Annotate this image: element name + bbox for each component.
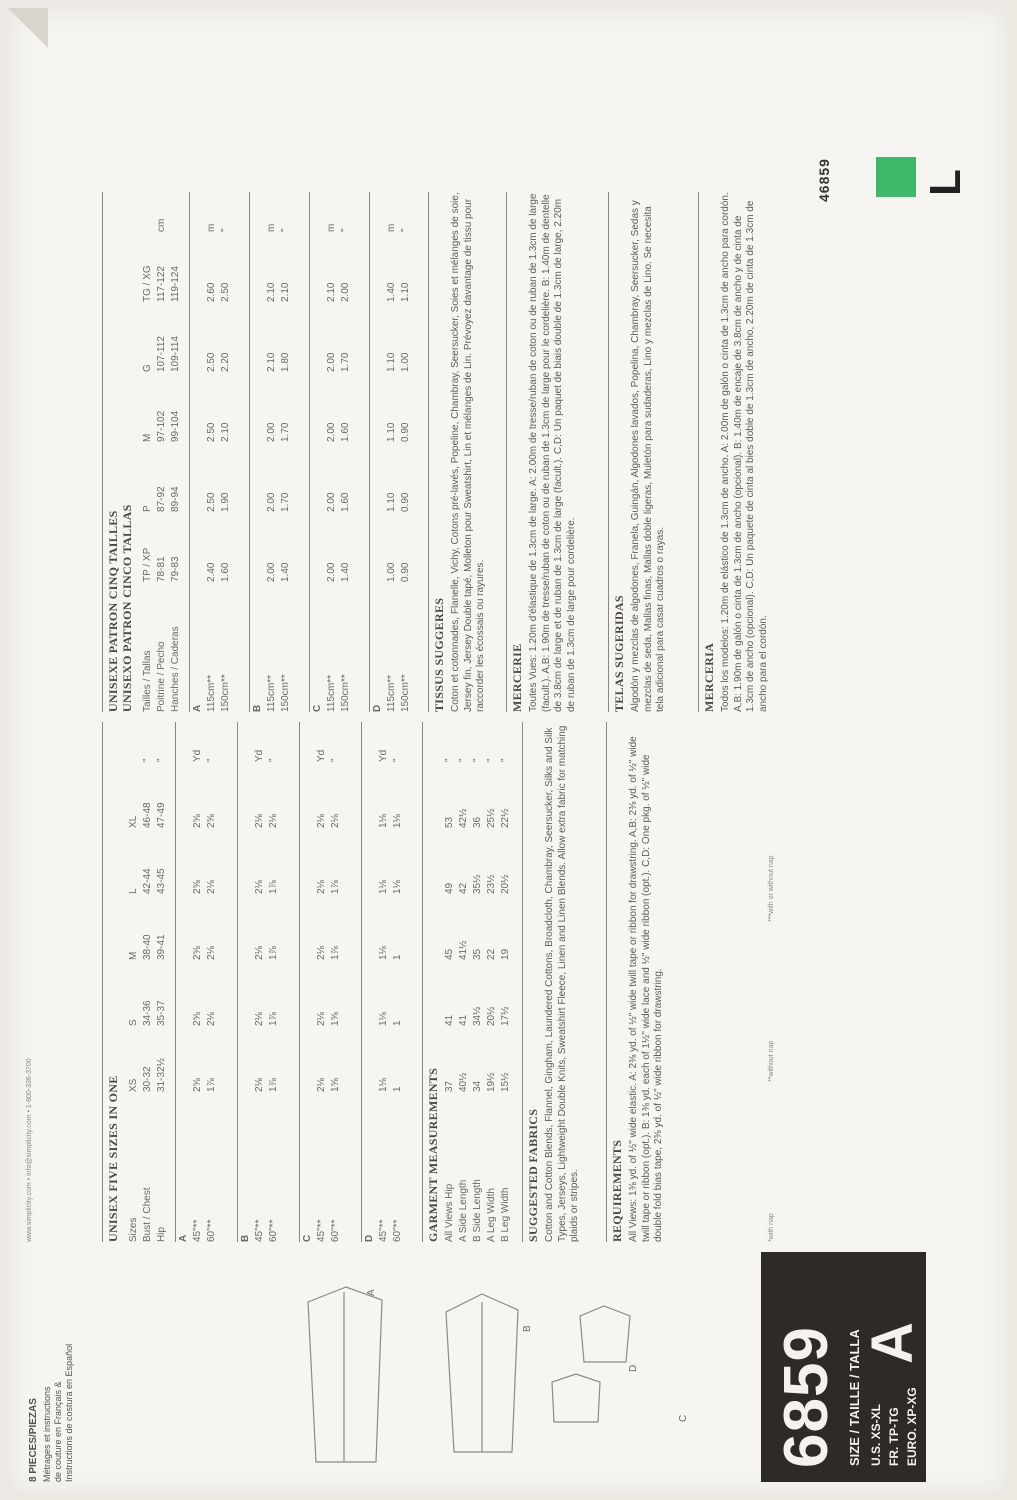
suggested-fabrics-title: SUGGESTED FABRICS: [526, 1108, 540, 1242]
row-value: 1⅞: [206, 1078, 217, 1092]
row-value: 0.90: [400, 562, 411, 582]
row-label: All Views Hip: [444, 1183, 455, 1242]
barcode-number: 46859: [816, 158, 832, 202]
suggested-fabrics-text: Cotton and Cotton Blends, Flannel, Gingham, Laundered Cottons, Broadcloth, Chambray, Seersucker, Silks and Silk Types, Jerseys, Lightweight Double Knits, Sweatshirt Fleece, Linen and Linen Blends. Allow extra fabric for matching plaids or stripes.: [544, 725, 580, 1242]
contact-line: www.simplicity.com • info@simplicity.com • 1-800-336-3700: [26, 1058, 33, 1242]
pieces-line-2: de couture en Français &: [53, 1381, 63, 1482]
yardage-row: [378, 742, 389, 1242]
row-value: XL: [128, 815, 139, 828]
yardage-row: [206, 742, 217, 1242]
row-unit: Yd: [316, 749, 327, 762]
row-value: 34: [472, 1080, 483, 1092]
row-unit: ": [268, 758, 279, 762]
row-value: G: [142, 364, 153, 372]
garment-measurement-row: [458, 742, 469, 1242]
row-value: 1⅛: [378, 946, 389, 960]
row-value: 2⅛: [206, 946, 217, 960]
row-value: 1⅛: [378, 1012, 389, 1026]
size-range-fr: FR. TP-TG: [887, 1407, 901, 1466]
row-value: 2⅛: [316, 1012, 327, 1026]
row-value: 2.00: [340, 282, 351, 302]
right-table-title-es: UNISEXO PATRON CINCO TALLAS: [120, 504, 134, 712]
row-unit: ": [400, 228, 411, 232]
metrage-row: [266, 212, 277, 712]
metrage-row: [220, 212, 231, 712]
row-value: 19: [500, 948, 511, 960]
row-value: 37: [444, 1080, 455, 1092]
row-value: 78-81: [156, 556, 167, 582]
tissus-suggeres-title: TISSUS SUGGERES: [432, 597, 446, 712]
row-value: 39-41: [156, 934, 167, 960]
row-label: 60"**: [330, 1219, 341, 1242]
english-column: [16, 722, 1016, 1242]
view-heading-b: B: [240, 1234, 251, 1242]
row-label: 150cm**: [280, 674, 291, 712]
row-value: 34½: [472, 1006, 483, 1026]
row-value: M: [128, 951, 139, 960]
row-label: 150cm**: [340, 674, 351, 712]
row-value: 2⅛: [254, 946, 265, 960]
left-table-title: UNISEX FIVE SIZES IN ONE: [106, 1075, 120, 1242]
row-value: XS: [128, 1078, 139, 1092]
row-value: S: [128, 1019, 139, 1026]
row-unit: ": [472, 758, 483, 762]
row-value: 20½: [500, 874, 511, 894]
row-value: 79-83: [170, 556, 181, 582]
row-value: 2.60: [206, 282, 217, 302]
row-value: 43-45: [156, 868, 167, 894]
row-label: 45"**: [192, 1219, 203, 1242]
row-value: 2.50: [206, 422, 217, 442]
row-value: 2.50: [220, 282, 231, 302]
row-value: 1⅞: [330, 946, 341, 960]
size-range-us: U.S. XS-XL: [869, 1403, 883, 1466]
row-label: B Side Length: [472, 1179, 483, 1242]
garment-measurement-row: [472, 742, 483, 1242]
pieces-heading: 8 PIECES/PIEZAS: [28, 1398, 39, 1482]
footnote: ***with or without nap: [768, 855, 775, 922]
row-unit: ": [280, 228, 291, 232]
size-label: SIZE / TAILLE / TALLA: [847, 1329, 862, 1466]
yardage-row: [192, 742, 203, 1242]
row-value: 1: [392, 1086, 403, 1092]
row-value: 1⅛: [392, 880, 403, 894]
row-unit: Yd: [378, 749, 389, 762]
row-label: A Side Length: [458, 1179, 469, 1242]
row-value: 2⅛: [254, 1078, 265, 1092]
right-table-title-fr: UNISEXE PATRON CINQ TAILLES: [106, 510, 120, 712]
row-value: 2.00: [266, 492, 277, 512]
view-label-d: D: [628, 1364, 639, 1372]
row-value: 109-114: [170, 336, 181, 372]
yardage-row: [392, 742, 403, 1242]
size-header-row: [156, 212, 167, 712]
yardage-row: [268, 742, 279, 1242]
row-value: 2⅛: [254, 1012, 265, 1026]
row-unit: m: [266, 223, 277, 232]
metrage-row: [400, 212, 411, 712]
row-value: 22½: [500, 808, 511, 828]
row-value: 2.40: [206, 562, 217, 582]
row-label: Hip: [156, 1226, 167, 1242]
row-unit: cm: [156, 218, 167, 232]
row-label: 115cm**: [386, 674, 397, 712]
row-unit: ": [444, 758, 455, 762]
merceria-text: Todos los modelos: 1.20m de elástico de 1.3cm de ancho. A: 2.00m de galón o cinta de 1.3cm de ancho para cordón. A,B: 1.90m de galón o cinta de 1.3cm de ancho (opcional). B: 1.40m de encaje de 3.8cm de ancho y de cinta de 1.3cm de ancho (opcional). C,D: Un paquete de cinta al bies doble de 1.3cm de ancho, 2.20m de cinta de 1.3cm de ancho para el cordón.: [720, 192, 769, 712]
row-label: 150cm**: [400, 674, 411, 712]
size-header-row: [142, 212, 153, 712]
barcode-letter: L: [921, 169, 970, 196]
row-value: 99-104: [170, 410, 181, 442]
row-label: 60"**: [206, 1219, 217, 1242]
garment-measurement-row: [486, 742, 497, 1242]
row-value: 1.80: [280, 352, 291, 372]
metrage-row: [386, 212, 397, 712]
row-value: 49: [444, 882, 455, 894]
row-unit: ": [220, 228, 231, 232]
row-value: 2.00: [326, 422, 337, 442]
row-value: 2⅝: [192, 1078, 203, 1092]
row-unit: ": [500, 758, 511, 762]
row-value: 2.10: [280, 282, 291, 302]
view-d-shorts-drawing: [552, 1374, 600, 1422]
garment-measurement-row: [500, 742, 511, 1242]
view-c-shorts-drawing: [580, 1306, 630, 1362]
row-value: 1.70: [340, 352, 351, 372]
row-unit: ": [142, 758, 153, 762]
footnote: **without nap: [768, 1040, 775, 1082]
row-value: 0.90: [400, 422, 411, 442]
row-label: 150cm**: [220, 674, 231, 712]
row-value: 2⅛: [316, 1078, 327, 1092]
metrage-row: [340, 212, 351, 712]
view-label-b: B: [522, 1325, 533, 1332]
row-value: 2⅛: [316, 946, 327, 960]
row-label: 60"**: [268, 1219, 279, 1242]
row-value: 119-124: [170, 266, 181, 302]
row-value: 2⅝: [192, 814, 203, 828]
row-value: 1.90: [220, 492, 231, 512]
row-value: P: [142, 505, 153, 512]
row-value: 23½: [486, 874, 497, 894]
view-heading-a: A: [192, 704, 203, 712]
row-label: 45"**: [254, 1219, 265, 1242]
row-value: 1.00: [400, 352, 411, 372]
row-unit: ": [486, 758, 497, 762]
view-heading-a: A: [178, 1234, 189, 1242]
row-value: TP / XP: [142, 547, 153, 582]
barcode-color-square: [876, 157, 916, 197]
row-value: 1.70: [280, 422, 291, 442]
row-value: 25½: [486, 808, 497, 828]
row-value: 41: [444, 1014, 455, 1026]
row-value: 1⅞: [268, 946, 279, 960]
row-value: L: [128, 888, 139, 894]
row-value: 2⅛: [316, 814, 327, 828]
row-value: 1.60: [340, 422, 351, 442]
row-unit: ": [392, 758, 403, 762]
row-value: 2⅛: [254, 814, 265, 828]
row-unit: ": [330, 758, 341, 762]
row-value: 45: [444, 948, 455, 960]
row-value: 1⅛: [392, 814, 403, 828]
view-label-a: A: [366, 1289, 377, 1296]
size-badge: [761, 1252, 926, 1482]
row-value: 1: [392, 954, 403, 960]
row-value: 30-32: [142, 1066, 153, 1092]
row-value: 1.40: [280, 562, 291, 582]
row-value: 2.50: [206, 492, 217, 512]
row-value: TG / XG: [142, 265, 153, 302]
row-value: 2⅛: [330, 814, 341, 828]
row-value: 117-122: [156, 266, 167, 302]
requirements-text: All Views: 1⅜ yd. of ½" wide elastic. A: 2⅜ yd. of ½" wide twill tape or ribbon for drawstring. A,B: 2⅜ yd. of ½" wide twill tape or ribbon (opt.). B: 1⅜ yd. each of 1½" wide lace and ½" wide ribbon (opt.). C,D: One pkg. of ½" wide double fold bias tape, 2⅜ yd. of ½" wide ribbon for drawstring.: [628, 736, 664, 1242]
row-value: 87-92: [156, 486, 167, 512]
mercerie-text: Toutes Vues: 1.20m d'élastique de 1.3cm de large. A: 2.00m de tresse/ruban de coton ou de ruban de 1.3cm de large (facult.). A,B: 1.90m de tresse/ruban de coton ou de ruban de 1.3cm de large pour le cordelière. B: 1.40m de dentelle de 3.8cm de large et de ruban de 1.3cm de large (facult.). C,D: Un paquet de biais double de 1.3cm de large, 2.20m de ruban de 1.3cm de large pour cordelière.: [528, 193, 577, 712]
row-value: 47-49: [156, 802, 167, 828]
row-value: 1⅝: [330, 1012, 341, 1026]
row-unit: Yd: [254, 749, 265, 762]
row-value: 35½: [472, 874, 483, 894]
row-value: 89-94: [170, 486, 181, 512]
row-value: 35-37: [156, 1000, 167, 1026]
row-value: 2.10: [326, 282, 337, 302]
garment-measurement-row: [444, 742, 455, 1242]
row-value: 2.10: [266, 352, 277, 372]
row-label: Poitrine / Pecho: [156, 641, 167, 712]
row-label: 115cm**: [206, 674, 217, 712]
row-value: 2⅛: [254, 880, 265, 894]
row-label: Bust / Chest: [142, 1187, 153, 1242]
row-value: 31-32½: [156, 1058, 167, 1092]
row-value: M: [142, 433, 153, 442]
row-value: 1⅛: [378, 814, 389, 828]
row-value: 15½: [500, 1072, 511, 1092]
row-label: A Leg Width: [486, 1188, 497, 1242]
row-value: 1.40: [386, 282, 397, 302]
row-value: 1.40: [340, 562, 351, 582]
row-label: 115cm**: [326, 674, 337, 712]
metrage-row: [206, 212, 217, 712]
pieces-line-1: Métrages et instructions: [42, 1386, 52, 1482]
yardage-row: [316, 742, 327, 1242]
telas-sugeridas-title: TELAS SUGERIDAS: [612, 595, 626, 712]
row-value: 40½: [458, 1072, 469, 1092]
size-header-row: [142, 742, 153, 1242]
row-label: Sizes: [128, 1217, 139, 1242]
row-value: 1⅞: [268, 880, 279, 894]
row-value: 1.10: [386, 422, 397, 442]
row-value: 1.10: [400, 282, 411, 302]
row-label: 60"**: [392, 1219, 403, 1242]
row-value: 42½: [458, 808, 469, 828]
row-value: 1.00: [386, 562, 397, 582]
row-unit: ": [206, 758, 217, 762]
requirements-title: REQUIREMENTS: [610, 1139, 624, 1242]
row-value: 53: [444, 816, 455, 828]
row-value: 2⅝: [206, 814, 217, 828]
row-value: 35: [472, 948, 483, 960]
size-letter: A: [860, 1322, 925, 1364]
row-label: Hanches / Caderas: [170, 626, 181, 712]
row-label: 45"**: [378, 1219, 389, 1242]
size-header-row: [128, 742, 139, 1242]
row-unit: m: [386, 223, 397, 232]
row-value: 46-48: [142, 802, 153, 828]
row-value: 34-36: [142, 1000, 153, 1026]
size-header-row: [170, 212, 181, 712]
rotated-content: [16, 16, 1016, 1492]
row-value: 2⅝: [192, 946, 203, 960]
garment-measurements-title: GARMENT MEASUREMENTS: [426, 1067, 440, 1242]
row-value: 41: [458, 1014, 469, 1026]
view-heading-d: D: [372, 704, 383, 712]
telas-sugeridas-text: Algodón y mezclas de algodones, Franela, Guingán, Algodones lavados, Popelina, Chambray, Seersucker, Sedas y mezclas de seda, Mallas finas, Mallas doble ligeras, Muletón para sudaderas, Lino y mezclas de Lino. Se necesita tela adicional para casar cuadros o rayas.: [630, 200, 666, 712]
row-unit: ": [458, 758, 469, 762]
row-value: 42: [458, 882, 469, 894]
row-value: 2.20: [220, 352, 231, 372]
yardage-row: [254, 742, 265, 1242]
metrage-row: [326, 212, 337, 712]
row-value: 2⅛: [206, 880, 217, 894]
row-value: 2.00: [326, 562, 337, 582]
view-heading-d: D: [364, 1234, 375, 1242]
row-value: 2.00: [266, 562, 277, 582]
row-value: 1.60: [220, 562, 231, 582]
row-value: 17½: [500, 1006, 511, 1026]
row-value: 1⅞: [330, 880, 341, 894]
garment-line-drawings: [286, 1252, 746, 1482]
row-value: 0.90: [400, 492, 411, 512]
row-value: 1: [392, 1020, 403, 1026]
row-value: 1⅝: [330, 1078, 341, 1092]
row-value: 2.10: [266, 282, 277, 302]
row-value: 107-112: [156, 336, 167, 372]
row-value: 1⅞: [268, 1078, 279, 1092]
row-value: 2⅝: [192, 1012, 203, 1026]
row-value: 2.00: [326, 492, 337, 512]
row-unit: m: [326, 223, 337, 232]
row-value: 1.10: [386, 352, 397, 372]
row-value: 2.00: [266, 422, 277, 442]
row-value: 2⅛: [268, 814, 279, 828]
row-unit: m: [206, 223, 217, 232]
row-value: 2.00: [326, 352, 337, 372]
row-value: 2.10: [220, 422, 231, 442]
mercerie-title: MERCERIE: [510, 643, 524, 712]
view-heading-c: C: [302, 1234, 313, 1242]
row-value: 2⅛: [206, 1012, 217, 1026]
footnote: *with nap: [768, 1213, 775, 1242]
size-range-euro: EURO. XP-XG: [905, 1387, 919, 1466]
row-unit: ": [156, 758, 167, 762]
row-label: Tailles / Tallas: [142, 650, 153, 712]
row-value: 19½: [486, 1072, 497, 1092]
french-spanish-column: [16, 192, 1016, 712]
row-value: 41½: [458, 940, 469, 960]
row-value: 38-40: [142, 934, 153, 960]
row-value: 2⅝: [192, 880, 203, 894]
row-value: 1.60: [340, 492, 351, 512]
row-value: 22: [486, 948, 497, 960]
row-label: B Leg Width: [500, 1187, 511, 1242]
row-value: 1⅛: [378, 880, 389, 894]
size-header-row: [156, 742, 167, 1242]
row-value: 1.70: [280, 492, 291, 512]
row-value: 1⅛: [378, 1078, 389, 1092]
row-value: 97-102: [156, 410, 167, 442]
view-heading-c: C: [312, 704, 323, 712]
view-label-c: C: [678, 1414, 689, 1422]
row-value: 1⅞: [268, 1012, 279, 1026]
row-label: 115cm**: [266, 674, 277, 712]
row-value: 1.10: [386, 492, 397, 512]
tissus-suggeres-text: Coton et cotonnades, Flanelle, Vichy, Cotons pré-lavés, Popeline, Chambray, Seersucker, Soies et mélanges de soie, Jersey fin, Jersey Double tapé, Molleton pour Sweatshirt, Lin et mélanges de Lin. Prévoyez davantage de tissu pour raccorder les écossais ou rayures.: [450, 192, 486, 712]
row-unit: ": [340, 228, 351, 232]
merceria-title: MERCERIA: [702, 642, 716, 712]
view-a-pants-drawing: [308, 1287, 382, 1462]
row-value: 42-44: [142, 868, 153, 894]
row-unit: Yd: [192, 749, 203, 762]
view-heading-b: B: [252, 704, 263, 712]
row-value: 2⅛: [316, 880, 327, 894]
row-value: 2.50: [206, 352, 217, 372]
pattern-number: 6859: [772, 1326, 841, 1468]
row-label: 45"**: [316, 1219, 327, 1242]
row-value: 36: [472, 816, 483, 828]
row-value: 20½: [486, 1006, 497, 1026]
pieces-line-3: Instructions de costura en Español: [64, 1343, 74, 1482]
yardage-row: [330, 742, 341, 1242]
metrage-row: [280, 212, 291, 712]
